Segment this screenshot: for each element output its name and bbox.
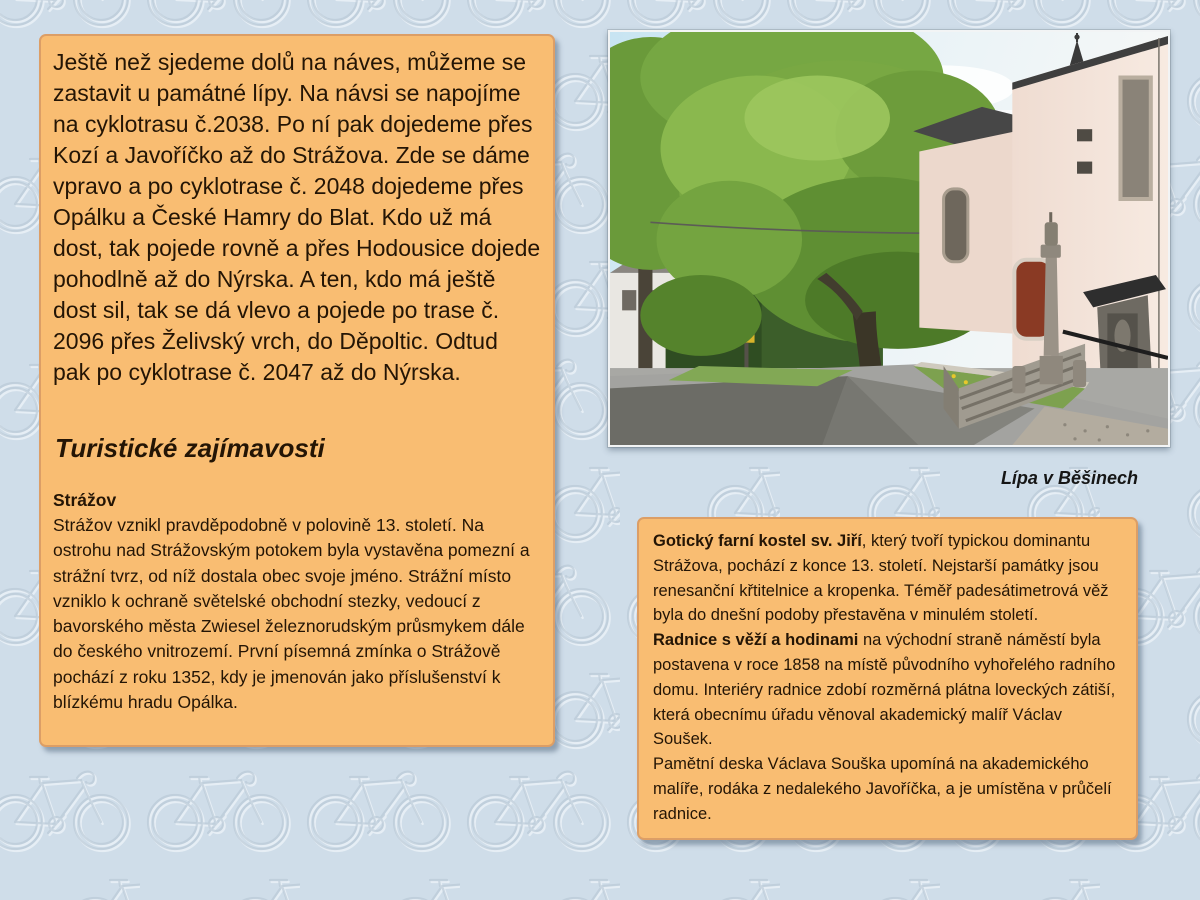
- route-paragraph: Ještě než sjedeme dolů na náves, můžeme se zastavit u památné lípy. Na návsi se napojíme na cyklotrasu č.2038. Po ní pak dojedeme přes Kozí a Javoříčko až do Strážova. Zde se dáme vpravo a po cyklotrase č. 2048 dojedeme přes Opálku a České Hamry do Blat. Kdo už má dost, tak pojede rovně a přes Hodousice dojede pohodlně až do Nýrska. A ten, kdo má ještě dost sil, tak se dá vlevo a pojede po trase č. 2096 přes Želivský vrch, do Děpoltic. Odtud pak po cyklotrase č. 2047 až do Nýrska.: [53, 49, 541, 385]
- radnice-paragraph: [653, 628, 1122, 752]
- radnice-text: na východní straně náměstí byla postavena v roce 1858 na místě původního vyhořelého radního domu. Interiéry radnice zdobí rozměrná plátna loveckých zátiší, která obecnímu úřadu věnoval akademický malíř Václav Soušek.: [653, 631, 1116, 749]
- photo-caption: Lípa v Běšinech: [1000, 468, 1138, 488]
- radnice-title: Radnice s věží a hodinami: [653, 631, 859, 650]
- kostel-paragraph: [653, 529, 1122, 628]
- photo-lipa-v-besinech: [608, 30, 1170, 447]
- photo-illustration: [610, 32, 1168, 445]
- sights-info-box: [637, 517, 1138, 840]
- kostel-text: , který tvoří typickou dominantu Strážova, pochází z konce 13. století. Nejstarší památky jsou renesanční křtitelnice a kropenka. Téměř padesátimetrová věž byla do dnešní podoby přestavěna v minulém století.: [653, 532, 1109, 625]
- deska-paragraph: Pamětní deska Václava Souška upomíná na akademického malíře, rodáka z nedalekého Javoříčka, a je umístěna v průčelí radnice.: [653, 755, 1112, 823]
- strazov-paragraph: Strážov vznikl pravděpodobně v polovině 13. století. Na ostrohu nad Strážovským potokem byla vystavěna pomezní a strážní tvrz, od níž dostala obec svoje jméno. Strážní místo vzniklo k ochraně světelské obchodní stezky, vedoucí z bavorského města Zwiesel železnorudským průsmykem dále do českého vnitrozemí. První písemná zmínka o Strážově pochází z roku 1352, kdy je jmenován jako příslušenství k blízkému hradu Opálka.: [53, 515, 530, 713]
- kostel-title: Gotický farní kostel sv. Jiří: [653, 532, 862, 550]
- section-heading: Turistické zajímavosti: [55, 433, 325, 463]
- route-description-box: [39, 34, 555, 747]
- strazov-title: Strážov: [53, 490, 117, 510]
